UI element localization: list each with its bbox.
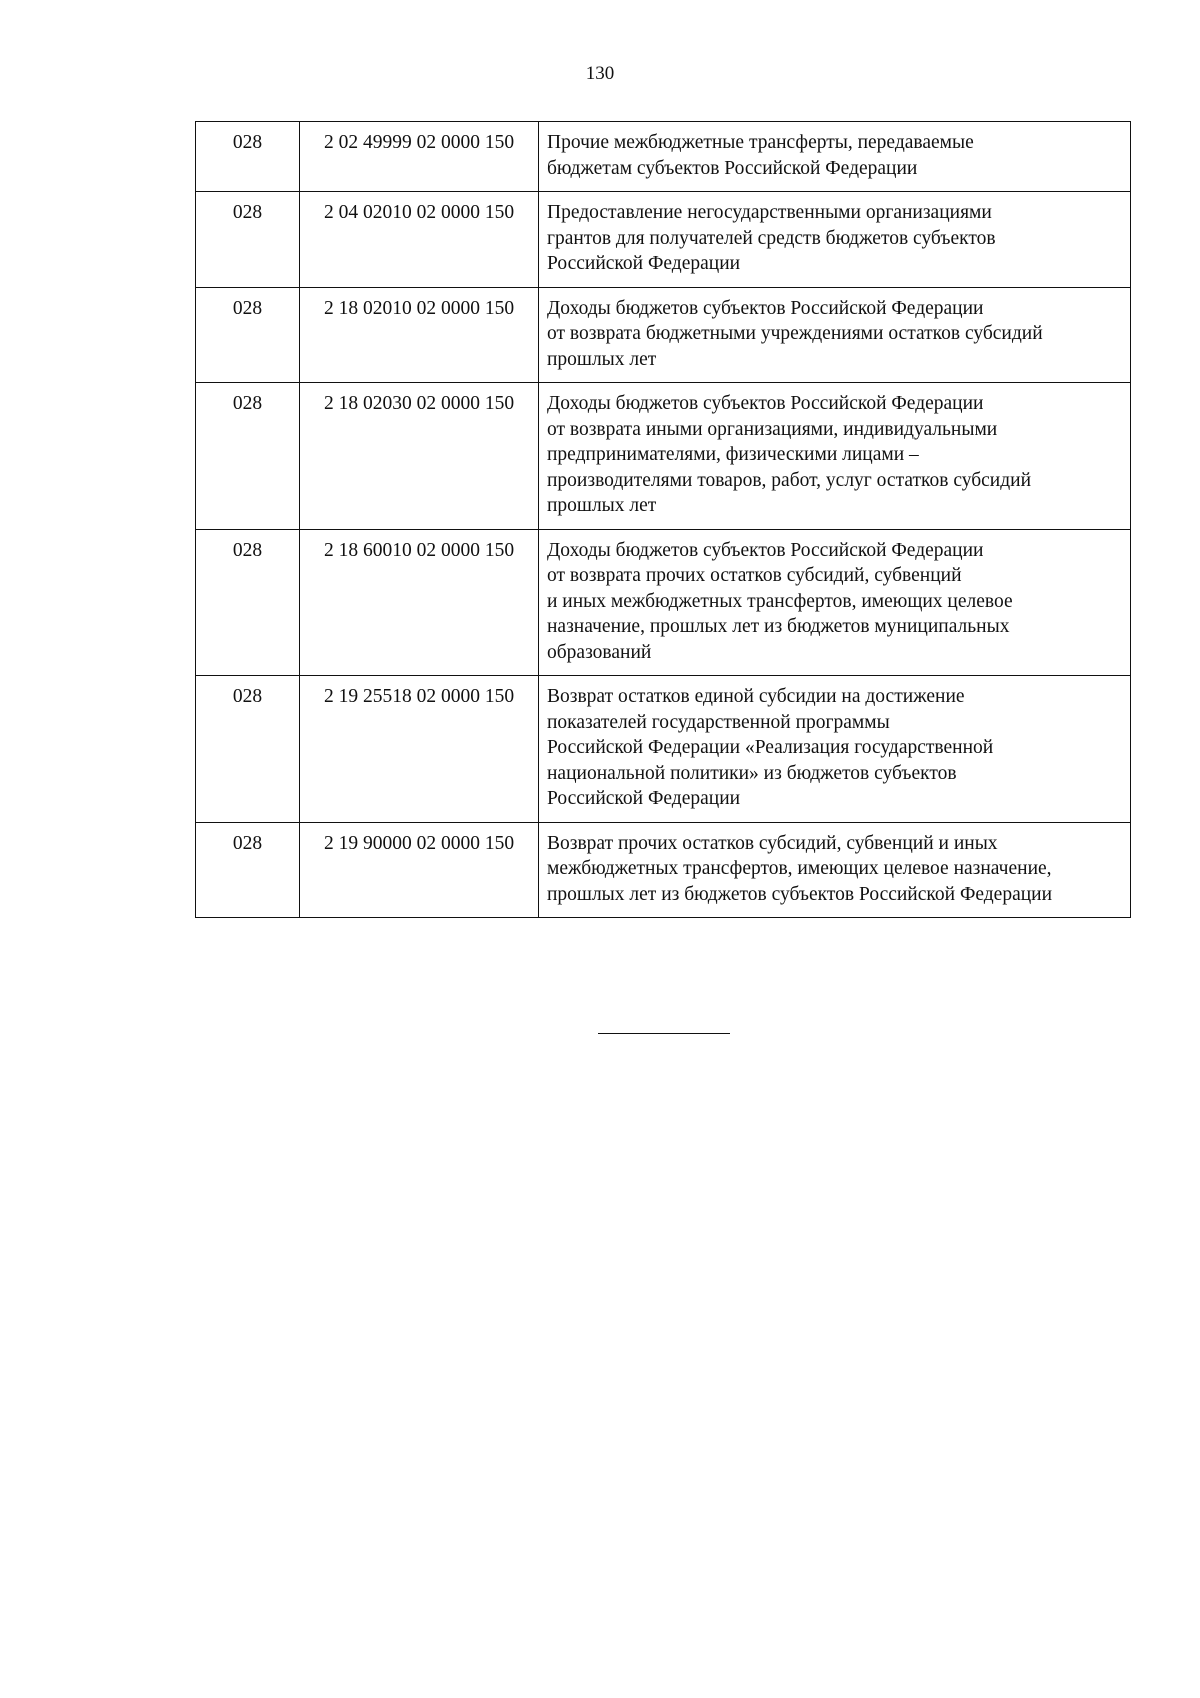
description-line: производителями товаров, работ, услуг остатков субсидий: [547, 469, 1032, 491]
description-line: Доходы бюджетов субъектов Российской Федерации: [547, 393, 984, 414]
table-row: [196, 383, 1131, 530]
admin-code-cell: 028: [196, 529, 300, 676]
description-line: бюджетам субъектов Российской Федерации: [547, 157, 918, 179]
description-line: Предоставление негосударственными организациями: [547, 202, 992, 223]
description-line: Возврат остатков единой субсидии на достижение: [547, 686, 965, 707]
description-line: от возврата иными организациями, индивидуальными: [547, 418, 998, 440]
budget-code-cell: 2 19 25518 02 0000 150: [300, 676, 539, 823]
table-row: [196, 822, 1131, 918]
description-line: грантов для получателей средств бюджетов субъектов: [547, 227, 996, 249]
description-line: назначение, прошлых лет из бюджетов муниципальных: [547, 616, 1010, 637]
admin-code-cell: 028: [196, 122, 300, 192]
admin-code-cell: 028: [196, 383, 300, 530]
description-line: показателей государственной программы: [547, 711, 890, 733]
table-row: [196, 529, 1131, 676]
description-line: Возврат прочих остатков субсидий, субвенций и иных: [547, 832, 998, 854]
description-line: Прочие межбюджетные трансферты, передаваемые: [547, 132, 974, 153]
page-number: 130: [585, 63, 615, 84]
budget-code-cell: 2 18 60010 02 0000 150: [300, 529, 539, 676]
end-of-table-rule: [598, 1033, 730, 1034]
admin-code-cell: 028: [196, 822, 300, 918]
table-row: [196, 192, 1131, 288]
description-cell: [539, 192, 1131, 288]
table-row: [196, 122, 1131, 192]
description-line: межбюджетных трансфертов, имеющих целевое назначение,: [547, 858, 1052, 879]
budget-code-cell: 2 19 90000 02 0000 150: [300, 822, 539, 918]
admin-code-cell: 028: [196, 287, 300, 383]
description-line: образований: [547, 641, 652, 663]
description-line: Российской Федерации: [547, 253, 741, 274]
admin-code-cell: 028: [196, 676, 300, 823]
description-line: Доходы бюджетов субъектов Российской Федерации: [547, 539, 984, 561]
table-row: [196, 676, 1131, 823]
description-cell: [539, 676, 1131, 823]
description-line: Российской Федерации: [547, 788, 741, 809]
table-body: [196, 122, 1131, 918]
description-line: прошлых лет: [547, 495, 657, 516]
description-cell: [539, 383, 1131, 530]
description-cell: [539, 529, 1131, 676]
budget-code-cell: 2 18 02030 02 0000 150: [300, 383, 539, 530]
admin-code-cell: 028: [196, 192, 300, 288]
budget-code-cell: 2 18 02010 02 0000 150: [300, 287, 539, 383]
description-cell: [539, 822, 1131, 918]
description-line: Доходы бюджетов субъектов Российской Федерации: [547, 297, 984, 319]
description-cell: [539, 287, 1131, 383]
description-line: от возврата бюджетными учреждениями остатков субсидий: [547, 323, 1043, 344]
description-line: национальной политики» из бюджетов субъектов: [547, 762, 957, 784]
budget-codes-table: [195, 121, 1131, 918]
table-row: [196, 287, 1131, 383]
description-line: от возврата прочих остатков субсидий, субвенций: [547, 565, 962, 586]
description-line: предпринимателями, физическими лицами –: [547, 444, 919, 465]
budget-code-cell: 2 04 02010 02 0000 150: [300, 192, 539, 288]
description-cell: [539, 122, 1131, 192]
description-line: прошлых лет из бюджетов субъектов Российской Федерации: [547, 883, 1053, 905]
description-line: Российской Федерации «Реализация государственной: [547, 737, 994, 758]
description-line: прошлых лет: [547, 348, 657, 370]
description-line: и иных межбюджетных трансфертов, имеющих целевое: [547, 590, 1013, 612]
budget-code-cell: 2 02 49999 02 0000 150: [300, 122, 539, 192]
